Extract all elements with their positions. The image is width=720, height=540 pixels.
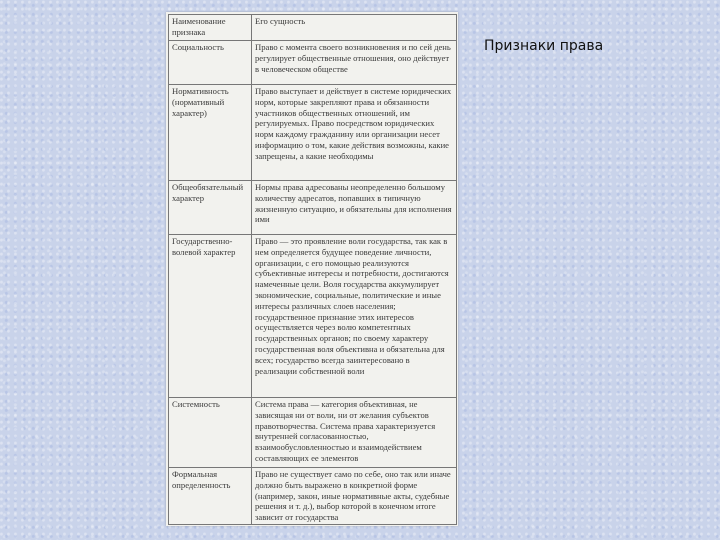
feature-essence-cell: Система права — категория объективная, не зависящая ни от воли, ни от желания субъектов правотворчества. Система права характеризуется внутренней согласованностью, взаимообусловленностью и взаимодействием составляющих ее элементов	[252, 398, 457, 468]
feature-essence-cell: Право с момента своего возникновения и по сей день регулирует общественные отношения, оно действует в человеческом обществе	[252, 41, 457, 85]
slide-title: Признаки права	[484, 38, 604, 54]
feature-essence-cell: Право не существует само по себе, оно так или иначе должно быть выражено в конкретной форме (например, закон, иные нормативные акты, судебные решения и т. д.), выбор которой в конечном итоге зависит от государства	[252, 468, 457, 525]
feature-name-cell: Формальная определенность	[169, 468, 252, 525]
feature-name-cell: Системность	[169, 398, 252, 468]
table-header-row	[169, 15, 457, 41]
scanned-table-image	[166, 12, 458, 526]
table-row	[169, 468, 457, 525]
header-feature-name: Наименование признака	[169, 15, 252, 41]
table-row	[169, 85, 457, 181]
feature-name-cell: Нормативность (нормативный характер)	[169, 85, 252, 181]
feature-essence-cell: Право выступает и действует в системе юридических норм, которые закрепляют права и обязанности участников общественных отношений, им регулируемых. Право посредством юридических норм каждому гражданину или организации несет информацию о том, какие действия возможны, какие запрещены, а какие необходимы	[252, 85, 457, 181]
table-row	[169, 41, 457, 85]
table-row	[169, 235, 457, 398]
table-row	[169, 398, 457, 468]
feature-name-cell: Социальность	[169, 41, 252, 85]
feature-name-cell: Государственно-волевой характер	[169, 235, 252, 398]
header-essence: Его сущность	[252, 15, 457, 41]
feature-essence-cell: Право — это проявление воли государства, так как в нем определяется будущее поведение личности, организации, с его помощью реализуются субъективные интересы и потребности, достигаются намеченные цели. Воля государства аккумулирует экономические, социальные, политические и иные интересы различных слоев населения; государственное признание этих интересов осуществляется через волю компетентных государственных органов; по своему характеру государственная воля объективна и обязательна для всех; государство всегда заинтересовано в реализации собственной воли	[252, 235, 457, 398]
feature-essence-cell: Нормы права адресованы неопределенно большому количеству адресатов, попавших в типичную жизненную ситуацию, и обязательны для исполнения ими	[252, 181, 457, 235]
legal-features-table	[168, 14, 457, 525]
feature-name-cell: Общеобязательный характер	[169, 181, 252, 235]
table-row	[169, 181, 457, 235]
